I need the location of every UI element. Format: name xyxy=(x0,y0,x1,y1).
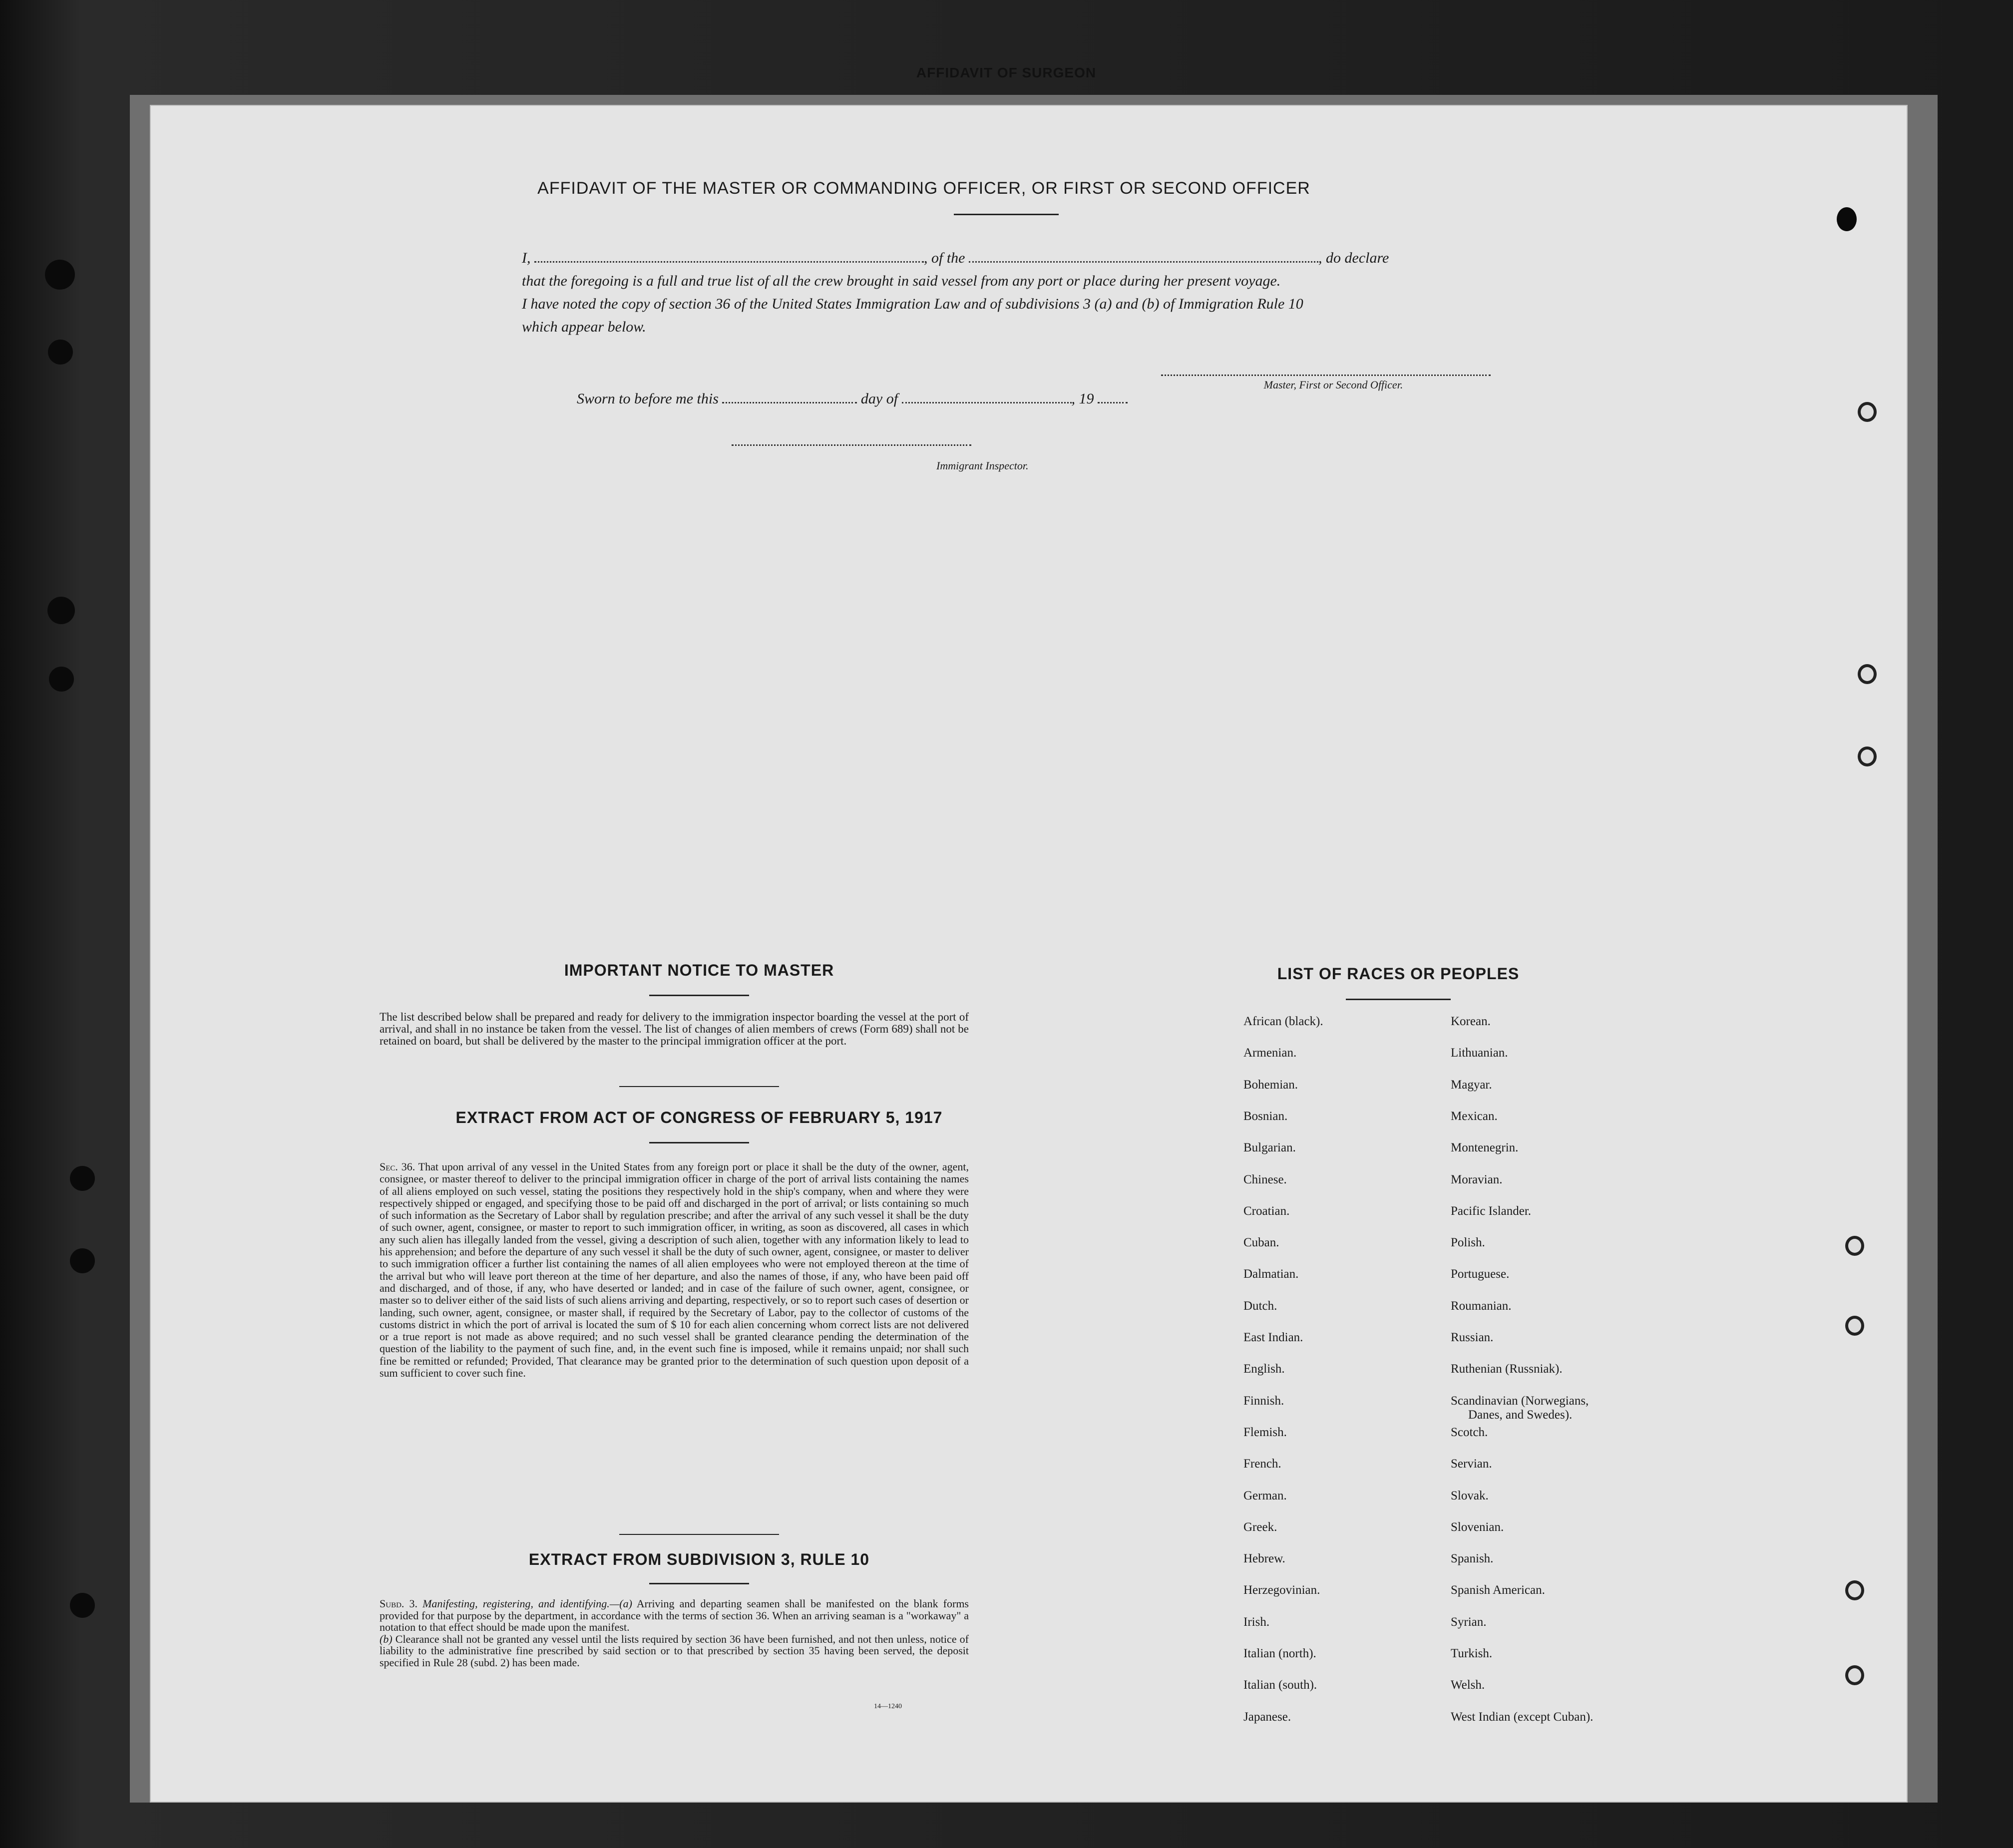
rule-text-b: Clearance shall not be granted any vessel until the lists required by section 36 have been furnished, and not then unless, notice of liability to the administrative fine prescribed by said section or to that prescribed by section 35 having been served, the deposit specified in Rule 28 (subd. 2) has been made. xyxy=(380,1632,969,1669)
punch-hole xyxy=(1845,1580,1864,1600)
race-item: Syrian. xyxy=(1451,1615,1487,1629)
notice-title: IMPORTANT NOTICE TO MASTER xyxy=(564,961,834,979)
affidavit-line-4: which appear below. xyxy=(522,319,646,335)
binder-hole xyxy=(70,1166,95,1191)
race-item: German. xyxy=(1243,1488,1287,1502)
race-item: Scotch. xyxy=(1451,1425,1488,1439)
declarant-prefix: I, xyxy=(522,250,531,266)
rule-lead-b: (b) xyxy=(380,1632,393,1645)
race-item: Mexican. xyxy=(1451,1109,1498,1123)
race-item: African (black). xyxy=(1243,1015,1323,1028)
binder-hole xyxy=(49,667,74,692)
divider xyxy=(619,1534,779,1535)
sworn-prefix: Sworn to before me this xyxy=(577,390,719,407)
race-item: Armenian. xyxy=(1243,1046,1297,1060)
race-item: Portuguese. xyxy=(1451,1267,1510,1281)
back-page-banner: AFFIDAVIT OF SURGEON xyxy=(916,65,1097,80)
binder-hole xyxy=(48,340,73,365)
race-item: Korean. xyxy=(1451,1015,1491,1028)
sworn-year-blank xyxy=(1098,402,1128,403)
binder-hole xyxy=(70,1593,95,1618)
race-item: Bohemian. xyxy=(1243,1078,1298,1092)
race-item: Welsh. xyxy=(1451,1678,1485,1692)
act-title: EXTRACT FROM ACT OF CONGRESS OF FEBRUARY 5, 1917 xyxy=(455,1109,943,1126)
race-item: Chinese. xyxy=(1243,1172,1287,1186)
race-item: Slovak. xyxy=(1451,1488,1489,1502)
vessel-name-blank xyxy=(969,261,1318,263)
form-sheet xyxy=(150,105,1908,1803)
sworn-line xyxy=(577,390,1376,407)
punch-hole xyxy=(1845,1316,1864,1336)
race-item: Lithuanian. xyxy=(1451,1046,1508,1060)
affidavit-line-3: I have noted the copy of section 36 of the United States Immigration Law and of subdivisions 3 (a) and (b) of Immigration Rule 10 xyxy=(522,296,1303,312)
race-item: Roumanian. xyxy=(1451,1299,1512,1313)
declarant-name-blank xyxy=(534,261,924,263)
divider xyxy=(649,995,749,996)
divider xyxy=(649,1583,749,1584)
race-item: Herzegovinian. xyxy=(1243,1583,1320,1597)
race-item: Servian. xyxy=(1451,1457,1492,1471)
race-item: Flemish. xyxy=(1243,1425,1287,1439)
race-item: Dutch. xyxy=(1243,1299,1277,1313)
act-body: That upon arrival of any vessel in the United States from any foreign port or place it shall be the duty of the owner, agent, consignee, or master thereof to deliver to the principal immigration officer in charge of the port of arrival lists containing the names of all aliens employed on such vessel, stating the positions they respectively hold in the ship's company, when and where they were respectively shipped or engaged, and specifying those to be paid off and discharged in the port of arrival; or lists containing so much of such information as the Secretary of Labor shall by regulation prescribe; and after the arrival of any such vessel it shall be the duty of such owner, agent, consignee, or master to report to such immigration officer, in writing, as soon as discovered, all cases in which any such alien has illegally landed from the vessel, giving a description of such alien, together with any information likely to lead to his apprehension; and before the departure of any such vessel it shall be the duty of such owner, agent, consignee, or master to deliver to such immigration officer a further list containing the names of all alien employees who were not employed thereon at the time of the arrival but who will leave port thereon at the time of her departure, and also the names of those, if any, who have been paid off and discharged, and of those, if any, who have deserted or landed; and in case of the failure of such owner, agent, consignee, or master so to deliver either of the said lists of such aliens arriving and departing, respectively, or so to report such cases of desertion or landing, such owner, agent, consignee, or master shall, if required by the Secretary of Labor, pay to the collector of customs of the customs district in which the port of arrival is located the sum of $ 10 for each alien concerning whom correct lists are not delivered or a true report is not made as above required; and no such vessel shall be granted clearance pending the determination of the question of the liability to the payment of such fine, and, in the event such fine is imposed, while it remains unpaid; nor shall such fine be remitted or refunded; Provided, That clearance may be granted prior to the determination of such question upon deposit of a sum sufficient to cover such fine. xyxy=(380,1160,969,1380)
race-item: Spanish American. xyxy=(1451,1583,1545,1597)
rule-lead-italic: Manifesting, registering, and identifying.—(a) xyxy=(422,1597,632,1610)
rule-lead: Subd. 3. xyxy=(380,1597,417,1610)
race-item: Russian. xyxy=(1451,1331,1494,1344)
race-item: Turkish. xyxy=(1451,1647,1493,1660)
punch-hole xyxy=(1845,1236,1864,1256)
form-number: 14—1240 xyxy=(874,1703,902,1710)
race-item: West Indian (except Cuban). xyxy=(1451,1710,1594,1724)
race-item: English. xyxy=(1243,1362,1285,1376)
race-item: Moravian. xyxy=(1451,1172,1503,1186)
declare-suffix: , do declare xyxy=(1318,250,1389,266)
affidavit-line-2: that the foregoing is a full and true list of all the crew brought in said vessel from any port or place during her present voyage. xyxy=(522,273,1281,289)
rule-title: EXTRACT FROM SUBDIVISION 3, RULE 10 xyxy=(528,1550,870,1568)
affidavit-line-1 xyxy=(522,250,1640,267)
race-item: Bosnian. xyxy=(1243,1109,1288,1123)
master-signature-line xyxy=(1161,374,1491,376)
act-text xyxy=(380,1161,969,1379)
race-item: Slovenian. xyxy=(1451,1520,1504,1534)
affidavit-title: AFFIDAVIT OF THE MASTER OR COMMANDING OFFICER, OR FIRST OR SECOND OFFICER xyxy=(537,179,1310,198)
punch-hole xyxy=(1858,664,1877,684)
vessel-prefix: , of the xyxy=(924,250,965,266)
punch-hole xyxy=(1858,746,1877,766)
sworn-month-blank xyxy=(902,402,1072,403)
inspector-caption: Immigrant Inspector. xyxy=(936,459,1029,472)
race-item: Scandinavian (Norwegians, xyxy=(1451,1394,1589,1408)
race-item: Pacific Islander. xyxy=(1451,1204,1532,1218)
sworn-day-blank xyxy=(722,402,857,403)
race-item: Cuban. xyxy=(1243,1236,1279,1250)
race-item: Italian (north). xyxy=(1243,1647,1316,1660)
sworn-year-label: , 19 xyxy=(1071,390,1094,407)
race-item: Polish. xyxy=(1451,1236,1485,1250)
race-item: Greek. xyxy=(1243,1520,1277,1534)
sworn-day-label: day of xyxy=(860,390,898,407)
race-item: East Indian. xyxy=(1243,1331,1303,1344)
divider xyxy=(649,1142,749,1143)
inspector-signature-line xyxy=(732,444,971,446)
rule-text-a: Arriving and departing seamen shall be manifested on the blank forms provided for that purpose by the department, in accordance with the terms of section 36. When an arriving seaman is a "workaway" a notation to that effect should be made upon the manifest. xyxy=(380,1597,969,1633)
race-item: Irish. xyxy=(1243,1615,1270,1629)
race-item: Bulgarian. xyxy=(1243,1141,1296,1155)
act-lead: Sec. 36. xyxy=(380,1160,415,1173)
binder-hole xyxy=(45,260,75,290)
punch-hole xyxy=(1837,207,1857,231)
race-item: Italian (south). xyxy=(1243,1678,1317,1692)
divider xyxy=(954,214,1059,215)
race-item: French. xyxy=(1243,1457,1281,1471)
race-item-continuation: Danes, and Swedes). xyxy=(1468,1408,1573,1422)
race-item: Montenegrin. xyxy=(1451,1141,1519,1155)
race-item: Hebrew. xyxy=(1243,1552,1285,1566)
master-caption: Master, First or Second Officer. xyxy=(1263,378,1403,391)
divider xyxy=(1346,999,1451,1000)
race-item: Ruthenian (Russniak). xyxy=(1451,1362,1563,1376)
binder-hole xyxy=(70,1248,95,1273)
divider xyxy=(619,1086,779,1087)
race-item: Dalmatian. xyxy=(1243,1267,1299,1281)
notice-text: The list described below shall be prepared and ready for delivery to the immigration inspector boarding the vessel at the port of arrival, and shall in no instance be taken from the vessel. The list of changes of alien members of crews (Form 689) shall not be retained on board, but shall be delivered by the master to the principal immigration officer at the port. xyxy=(380,1011,969,1047)
punch-hole xyxy=(1858,402,1877,422)
races-title: LIST OF RACES OR PEOPLES xyxy=(1277,965,1520,983)
punch-hole xyxy=(1845,1665,1864,1685)
race-item: Japanese. xyxy=(1243,1710,1291,1724)
race-item: Magyar. xyxy=(1451,1078,1492,1092)
rule-text xyxy=(380,1598,969,1668)
race-item: Croatian. xyxy=(1243,1204,1290,1218)
race-item: Finnish. xyxy=(1243,1394,1284,1408)
binder-hole xyxy=(47,597,75,624)
race-item: Spanish. xyxy=(1451,1552,1494,1566)
